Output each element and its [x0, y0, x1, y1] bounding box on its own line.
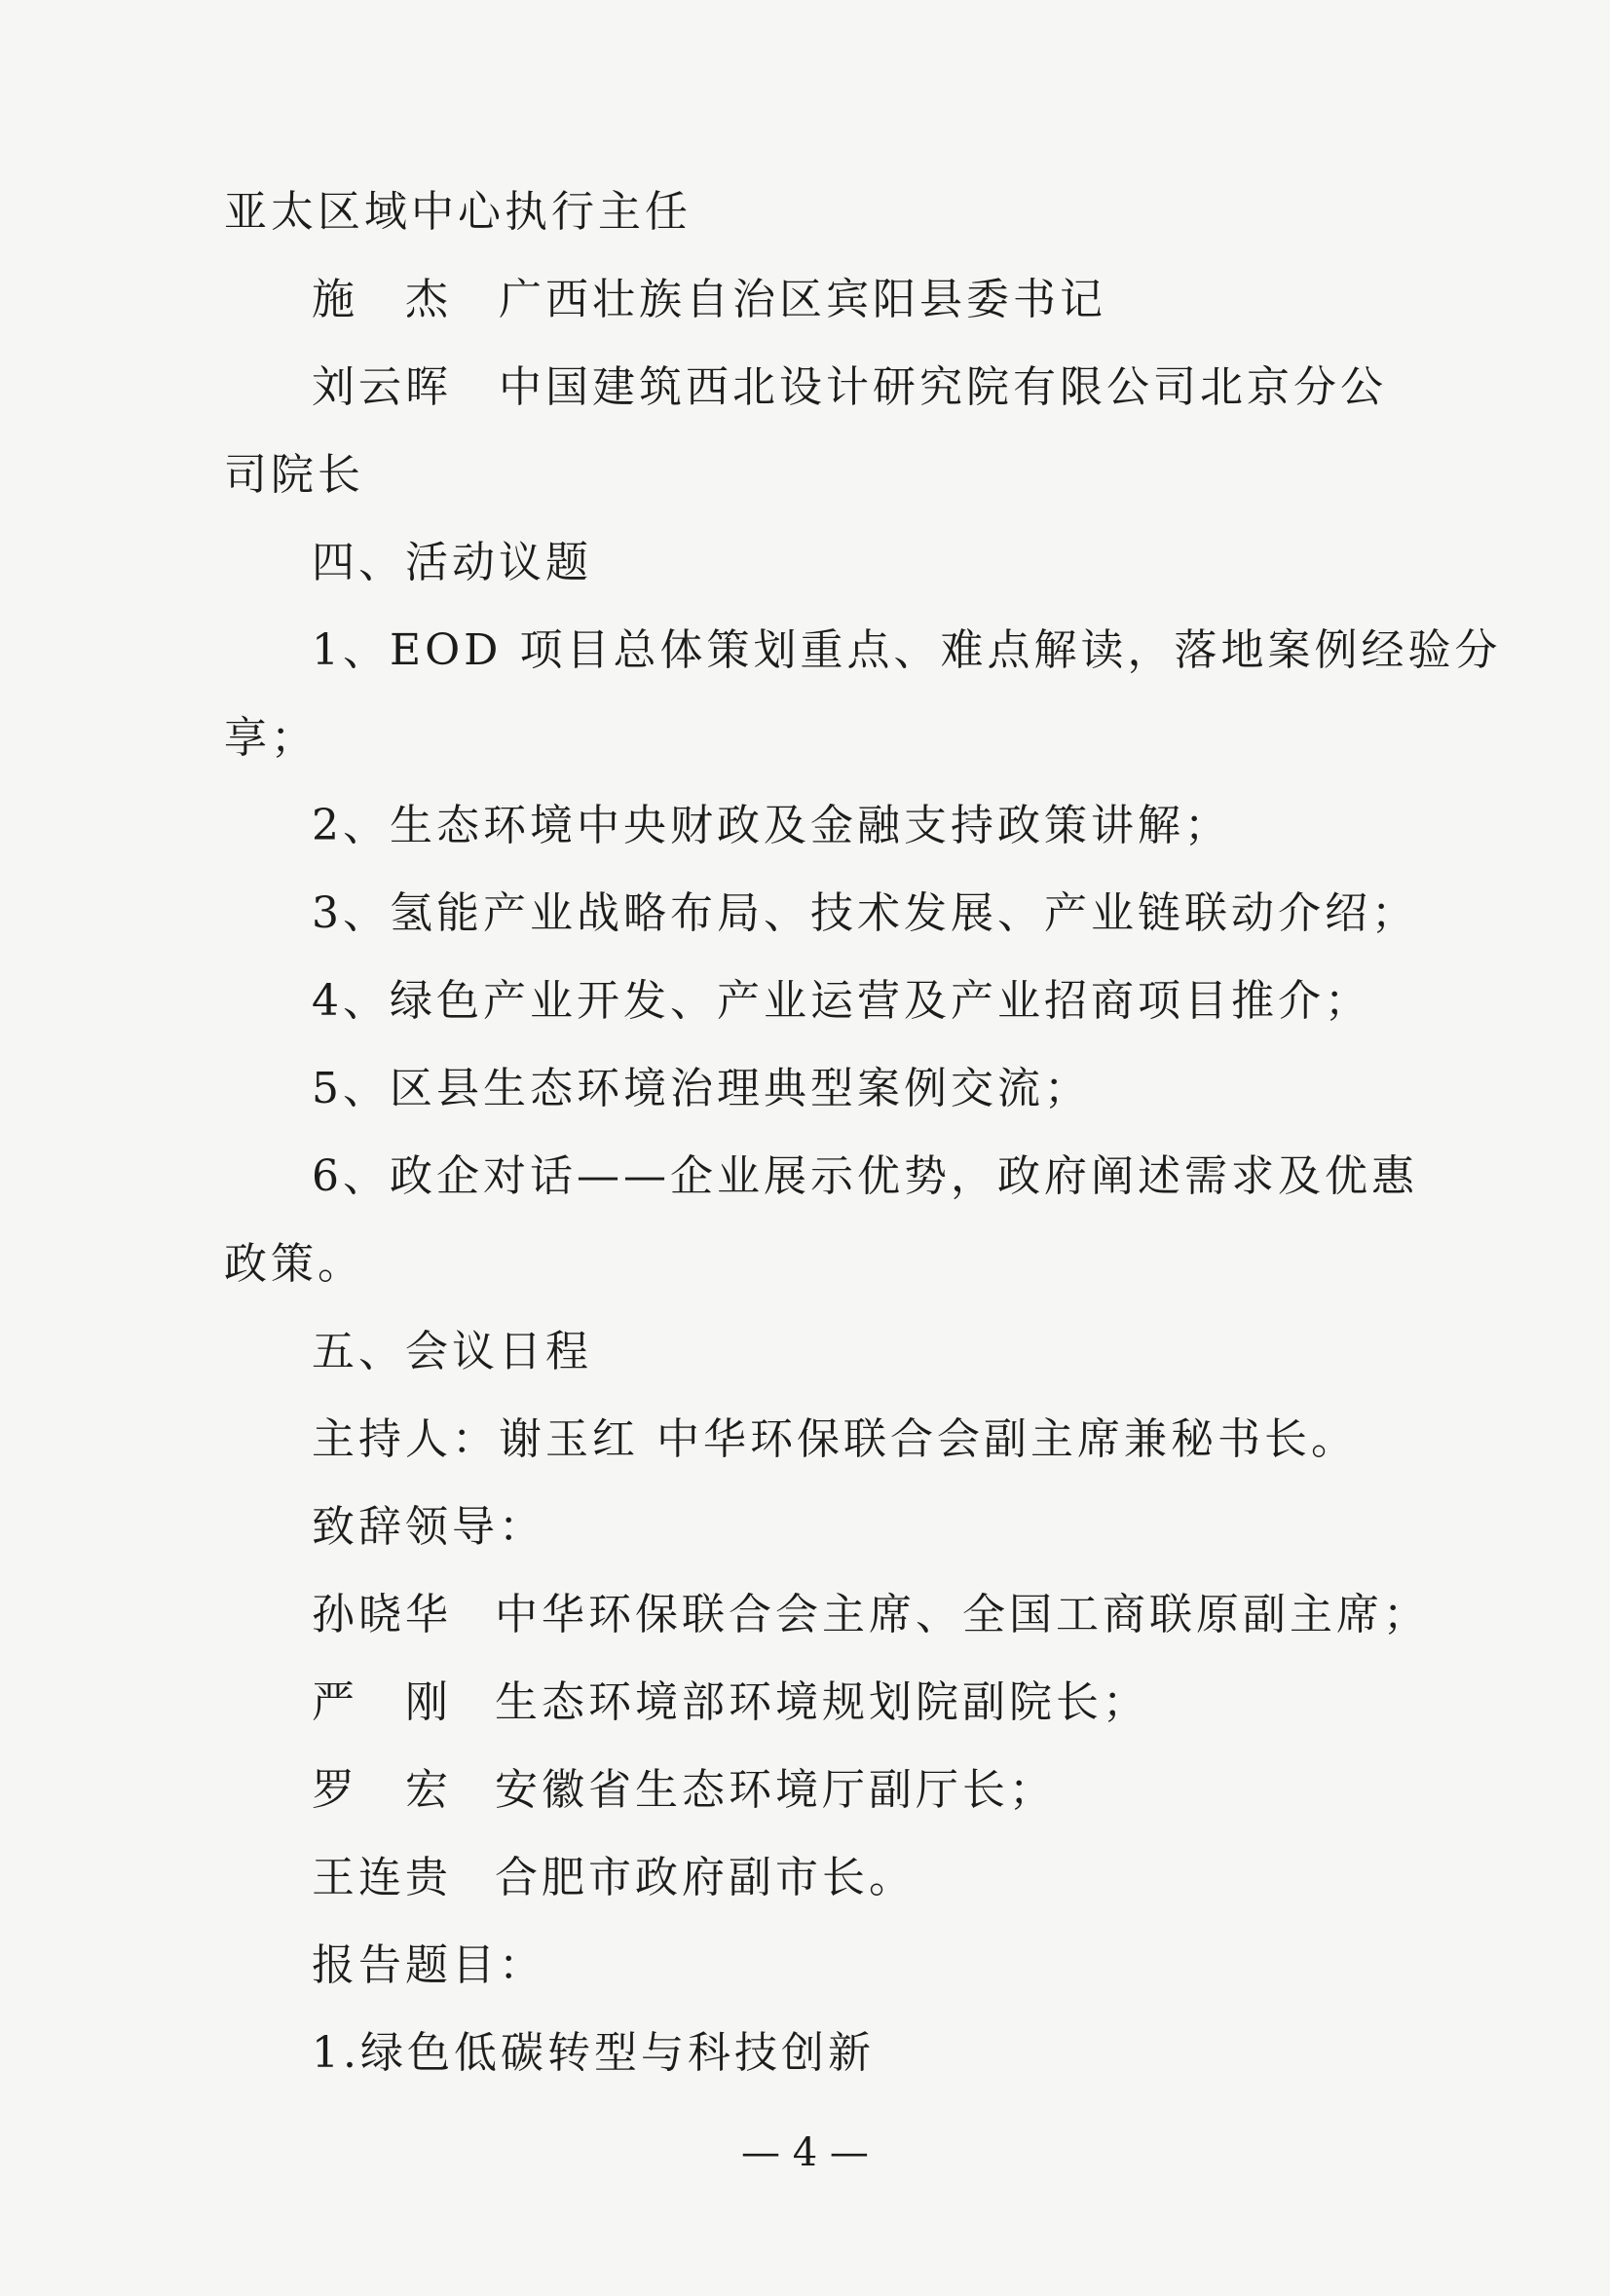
report-heading: 报告题目： [312, 1940, 545, 1990]
speeches-heading: 致辞领导： [312, 1502, 545, 1552]
agenda-item-6: 6、政企对话——企业展示优势，政府阐述需求及优惠 [312, 1151, 1418, 1201]
speaker-role: 安徽省生态环境厅副厅长； [495, 1765, 1056, 1815]
speaker-name: 严 刚 [312, 1677, 452, 1727]
speaker-role: 生态环境部环境规划院副院长； [495, 1677, 1149, 1727]
agenda-item-3: 3、氢能产业战略布局、技术发展、产业链联动介绍； [312, 888, 1418, 938]
speaker-name: 罗 宏 [312, 1765, 452, 1815]
speaker-name: 孙晓华 [312, 1590, 452, 1639]
text-line-2: 施 杰 广西壮族自治区宾阳县委书记 [312, 275, 1106, 324]
speaker-name: 王连贵 [312, 1853, 452, 1902]
text-line-1: 亚太区域中心执行主任 [224, 187, 692, 237]
agenda-item-5: 5、区县生态环境治理典型案例交流； [312, 1064, 1091, 1113]
report-item-1: 1.绿色低碳转型与科技创新 [312, 2028, 875, 2078]
agenda-item-6-continued: 政策。 [224, 1239, 364, 1289]
agenda-item-2: 2、生态环境中央财政及金融支持政策讲解； [312, 801, 1231, 850]
section-heading-schedule: 五、会议日程 [312, 1327, 592, 1376]
text-line-3: 刘云晖 中国建筑西北设计研究院有限公司北京分公 [312, 362, 1387, 412]
speaker-row [312, 1586, 1430, 1644]
text-line-4: 司院长 [224, 450, 364, 500]
page-number: — 4 — [741, 2130, 869, 2175]
speaker-row [312, 1849, 1393, 1907]
agenda-item-1-continued: 享； [224, 713, 318, 763]
agenda-item-4: 4、绿色产业开发、产业运营及产业招商项目推介； [312, 976, 1371, 1026]
speaker-role: 合肥市政府副市长。 [495, 1853, 916, 1902]
section-heading-agenda: 四、活动议题 [312, 538, 592, 587]
speaker-row [312, 1761, 1393, 1820]
host-line: 主持人：谢玉红 中华环保联合会副主席兼秘书长。 [312, 1414, 1358, 1464]
speaker-role: 中华环保联合会主席、全国工商联原副主席； [495, 1590, 1430, 1639]
agenda-item-1: 1、EOD 项目总体策划重点、难点解读，落地案例经验分 [312, 625, 1502, 675]
speaker-row [312, 1674, 1393, 1732]
